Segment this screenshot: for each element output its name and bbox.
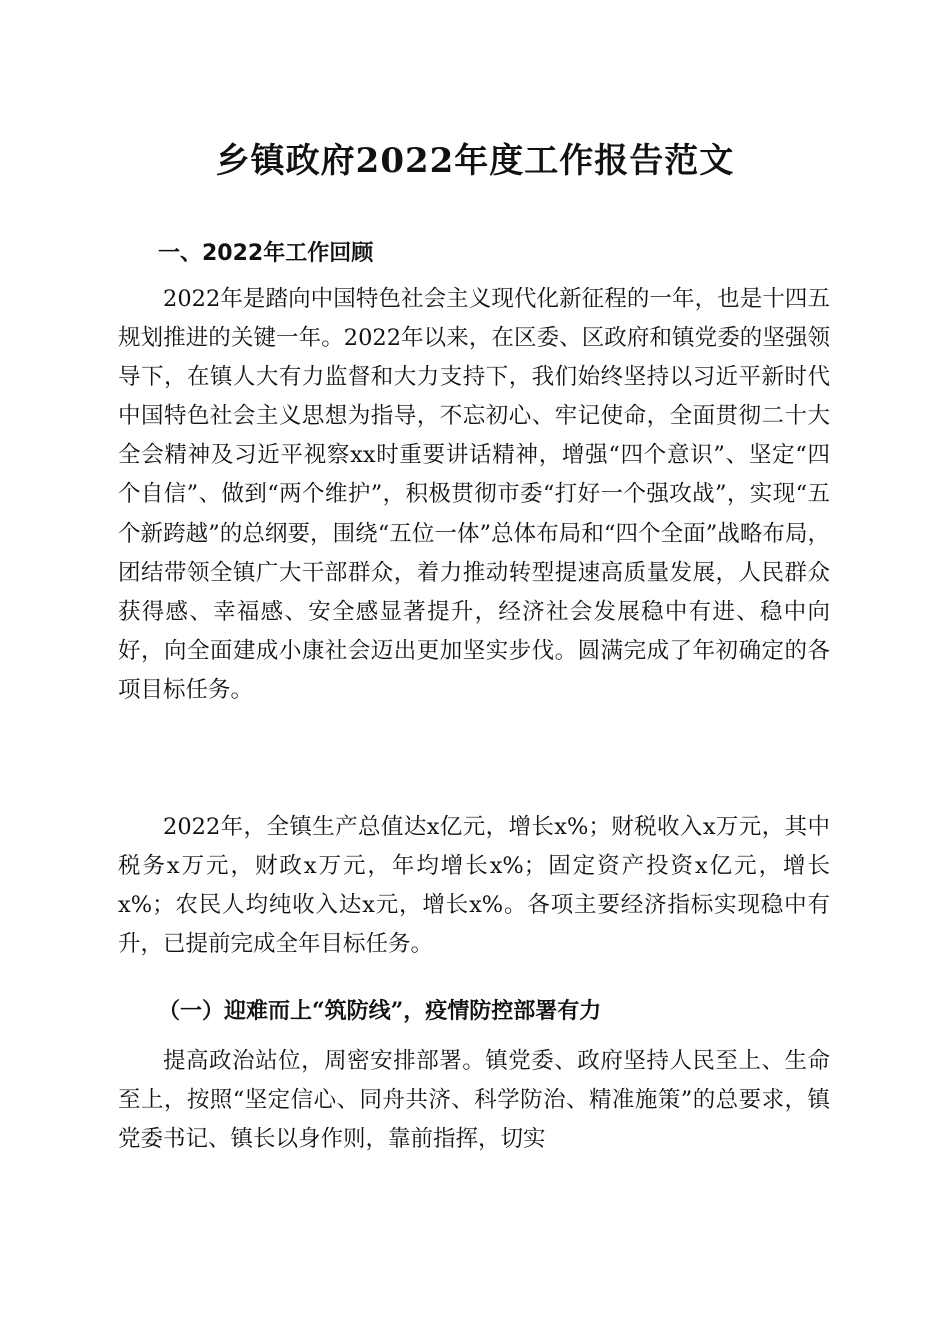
paragraph-economic-indicators: 2022年，全镇生产总值达x亿元，增长x%；财税收入x万元，其中税务x万元，财政x万元，年均增长x%；固定资产投资x亿元，增长x%；农民人均纯收入达x元，增长x%。各项主要经济指标实现稳中有升，已提前完成全年目标任务。 — [118, 814, 830, 958]
document-title: 乡镇政府2022年度工作报告范文 — [215, 141, 735, 181]
section-heading-work-review: 一、2022年工作回顾 — [158, 241, 374, 266]
paragraph-year-overview: 2022年是踏向中国特色社会主义现代化新征程的一年，也是十四五规划推进的关键一年。2022年以来，在区委、区政府和镇党委的坚强领导下，在镇人大有力监督和大力支持下，我们始终坚持以习近平新时代中国特色社会主义思想为指导，不忘初心、牢记使命，全面贯彻二十大全会精神及习近平视察xx时重要讲话精神，增强“四个意识”、坚定“四个自信”、做到“两个维护”，积极贯彻市委“打好一个强攻战”，实现“五个新跨越”的总纲要，围绕“五位一体”总体布局和“四个全面”战略布局，团结带领全镇广大干部群众，着力推动转型提速高质量发展，人民群众获得感、幸福感、安全感显著提升，经济社会发展稳中有进、稳中向好，向全面建成小康社会迈出更加坚实步伐。圆满完成了年初确定的各项目标任务。 — [118, 286, 830, 703]
subsection-heading-epidemic-prevention: （一）迎难而上“筑防线”，疫情防控部署有力 — [158, 998, 602, 1024]
paragraph-epidemic-deployment: 提高政治站位，周密安排部署。镇党委、政府坚持人民至上、生命至上，按照“坚定信心、同舟共济、科学防治、精准施策”的总要求，镇党委书记、镇长以身作则，靠前指挥，切实 — [118, 1048, 830, 1153]
